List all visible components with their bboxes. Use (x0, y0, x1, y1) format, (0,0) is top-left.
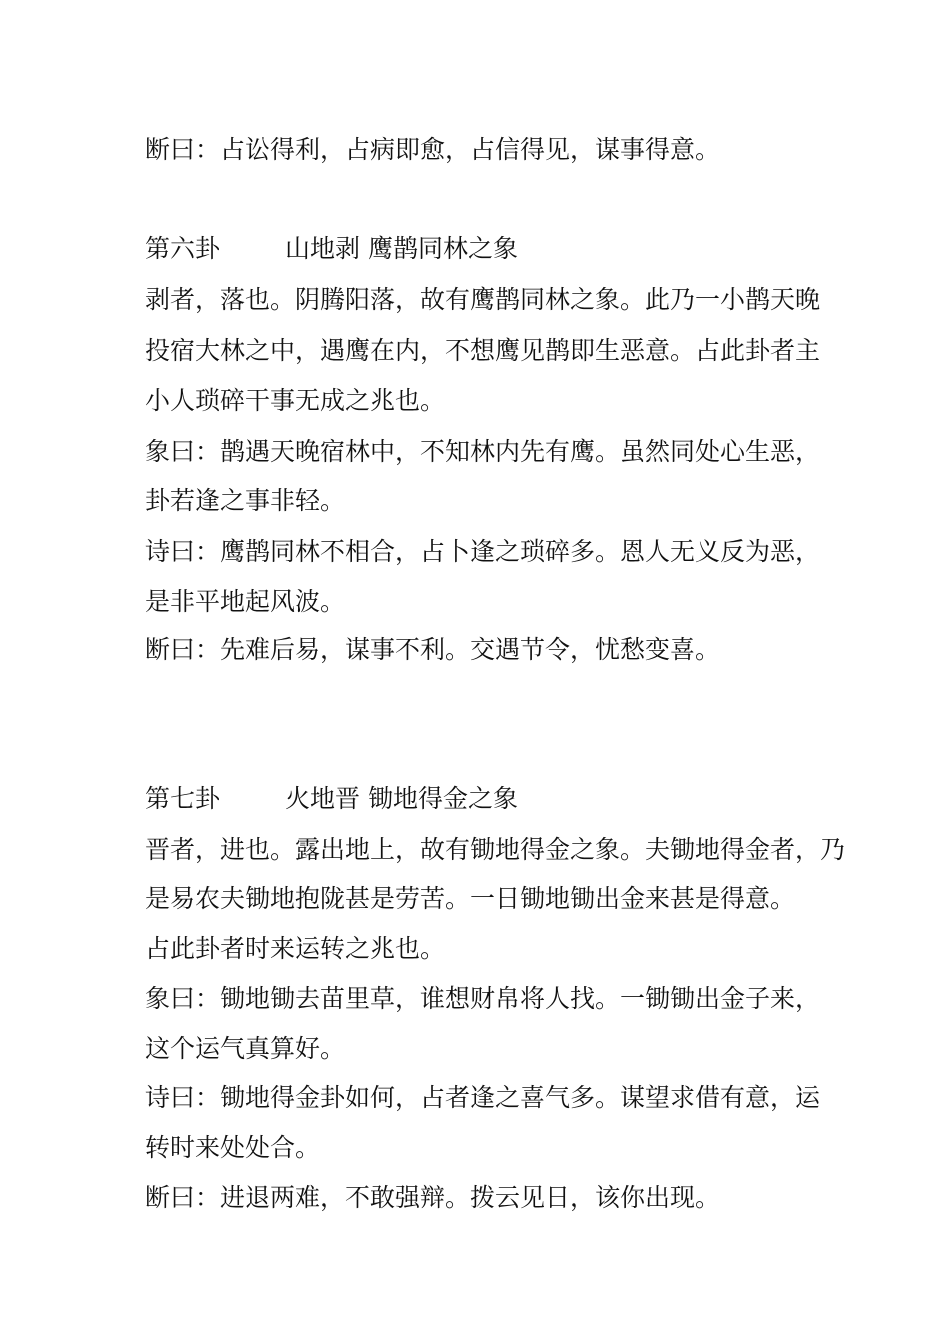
section6-gua-name: 山地剥 鹰鹊同林之象 (285, 234, 518, 263)
section6-line-6: 诗曰：鹰鹊同林不相合，占卜逢之琐碎多。恩人无义反为恶， (145, 537, 821, 566)
section7-gua-label: 第七卦 (145, 784, 221, 813)
section7-gua-name: 火地晋 锄地得金之象 (285, 784, 518, 813)
section6-line-3: 小人琐碎干事无成之兆也。 (145, 386, 446, 415)
section7-line-2: 是易农夫锄地抱陇甚是劳苦。一日锄地锄出金来甚是得意。 (145, 884, 796, 913)
section6-line-8: 断曰：先难后易，谋事不利。交遇节令，忧愁变喜。 (145, 635, 721, 664)
section6-gua-label: 第六卦 (145, 234, 221, 263)
section7-heading (145, 782, 518, 816)
section6-line-7: 是非平地起风波。 (145, 587, 346, 616)
section7-line-3: 占此卦者时来运转之兆也。 (145, 934, 446, 963)
section7-line-5: 这个运气真算好。 (145, 1034, 346, 1063)
section6-line-1: 剥者，落也。阴腾阳落，故有鹰鹊同林之象。此乃一小鹊天晚 (145, 285, 821, 314)
section6-heading (145, 232, 518, 266)
section6-line-2: 投宿大林之中，遇鹰在内，不想鹰见鹊即生恶意。占此卦者主 (145, 336, 821, 365)
section6-line-5: 卦若逢之事非轻。 (145, 486, 346, 515)
section7-line-4: 象曰：锄地锄去苗里草，谁想财帛将人找。一锄锄出金子来， (145, 984, 821, 1013)
section7-line-1: 晋者，进也。露出地上，故有锄地得金之象。夫锄地得金者，乃 (145, 835, 846, 864)
top-duan-line: 断曰：占讼得利，占病即愈，占信得见，谋事得意。 (145, 135, 721, 164)
section7-line-6: 诗曰：锄地得金卦如何，占者逢之喜气多。谋望求借有意，运 (145, 1083, 821, 1112)
section6-line-4: 象曰：鹊遇天晚宿林中，不知林内先有鹰。虽然同处心生恶， (145, 437, 821, 466)
section7-line-8: 断曰：进退两难，不敢强辩。拨云见日，该你出现。 (145, 1183, 721, 1212)
section7-line-7: 转时来处处合。 (145, 1133, 321, 1162)
